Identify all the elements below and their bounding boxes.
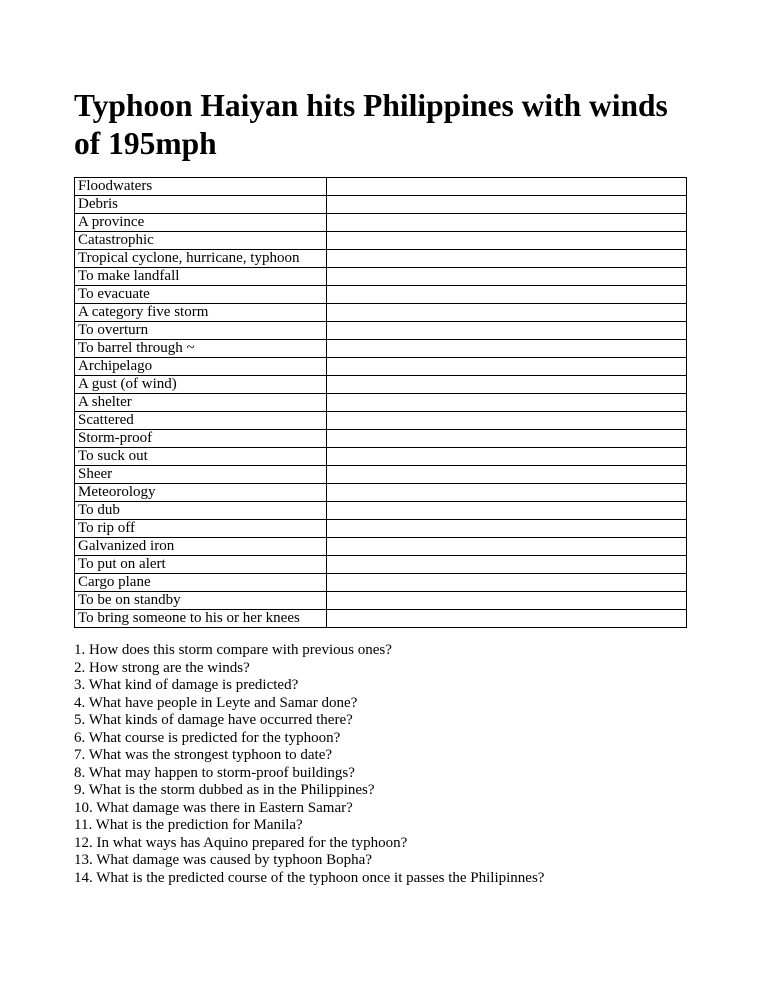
vocabulary-answer-cell[interactable] <box>327 574 687 592</box>
vocabulary-term: To evacuate <box>75 286 327 304</box>
vocabulary-answer-cell[interactable] <box>327 214 687 232</box>
vocabulary-term: To rip off <box>75 520 327 538</box>
vocabulary-term: Catastrophic <box>75 232 327 250</box>
vocabulary-answer-cell[interactable] <box>327 358 687 376</box>
table-row <box>75 322 687 340</box>
vocabulary-term: Scattered <box>75 412 327 430</box>
vocabulary-term: To bring someone to his or her knees <box>75 610 327 628</box>
question-item: 10. What damage was there in Eastern Samar? <box>74 799 353 816</box>
table-row <box>75 412 687 430</box>
vocabulary-answer-cell[interactable] <box>327 250 687 268</box>
vocabulary-term: Sheer <box>75 466 327 484</box>
table-row <box>75 214 687 232</box>
vocabulary-term: Storm-proof <box>75 430 327 448</box>
vocabulary-term: Floodwaters <box>75 178 327 196</box>
vocabulary-answer-cell[interactable] <box>327 304 687 322</box>
vocabulary-term: Galvanized iron <box>75 538 327 556</box>
vocabulary-term: Debris <box>75 196 327 214</box>
vocabulary-term: A category five storm <box>75 304 327 322</box>
vocabulary-answer-cell[interactable] <box>327 484 687 502</box>
question-item: 9. What is the storm dubbed as in the Philippines? <box>74 782 375 798</box>
table-row <box>75 520 687 538</box>
vocabulary-answer-cell[interactable] <box>327 286 687 304</box>
table-row <box>75 574 687 592</box>
vocabulary-term: Cargo plane <box>75 574 327 592</box>
question-item: 13. What damage was caused by typhoon Bopha? <box>74 852 372 868</box>
question-item: 2. How strong are the winds? <box>74 659 250 676</box>
vocabulary-answer-cell[interactable] <box>327 430 687 448</box>
vocabulary-answer-cell[interactable] <box>327 610 687 628</box>
table-row <box>75 484 687 502</box>
vocabulary-answer-cell[interactable] <box>327 178 687 196</box>
vocabulary-term: To make landfall <box>75 268 327 286</box>
table-row <box>75 394 687 412</box>
vocabulary-answer-cell[interactable] <box>327 412 687 430</box>
vocabulary-answer-cell[interactable] <box>327 268 687 286</box>
vocabulary-term: Archipelago <box>75 358 327 376</box>
question-item: 1. How does this storm compare with previous ones? <box>74 642 392 658</box>
question-list <box>74 642 714 887</box>
table-row <box>75 232 687 250</box>
table-row <box>75 196 687 214</box>
table-row <box>75 178 687 196</box>
vocabulary-answer-cell[interactable] <box>327 394 687 412</box>
table-row <box>75 340 687 358</box>
table-row <box>75 556 687 574</box>
question-item: 8. What may happen to storm-proof buildings? <box>74 764 355 781</box>
vocabulary-answer-cell[interactable] <box>327 448 687 466</box>
vocabulary-answer-cell[interactable] <box>327 520 687 538</box>
table-row <box>75 268 687 286</box>
table-row <box>75 376 687 394</box>
vocabulary-table <box>74 177 687 628</box>
vocabulary-answer-cell[interactable] <box>327 376 687 394</box>
vocabulary-term: To put on alert <box>75 556 327 574</box>
vocabulary-answer-cell[interactable] <box>327 502 687 520</box>
vocabulary-answer-cell[interactable] <box>327 340 687 358</box>
vocabulary-table-body <box>75 178 687 628</box>
vocabulary-term: To dub <box>75 502 327 520</box>
vocabulary-answer-cell[interactable] <box>327 466 687 484</box>
question-item: 6. What course is predicted for the typhoon? <box>74 729 341 746</box>
vocabulary-answer-cell[interactable] <box>327 538 687 556</box>
table-row <box>75 610 687 628</box>
page-title: Typhoon Haiyan hits Philippines with winds of 195mph <box>74 88 668 161</box>
table-row <box>75 592 687 610</box>
vocabulary-term: A province <box>75 214 327 232</box>
vocabulary-answer-cell[interactable] <box>327 196 687 214</box>
table-row <box>75 358 687 376</box>
table-row <box>75 304 687 322</box>
vocabulary-answer-cell[interactable] <box>327 592 687 610</box>
table-row <box>75 430 687 448</box>
vocabulary-term: Meteorology <box>75 484 327 502</box>
vocabulary-answer-cell[interactable] <box>327 556 687 574</box>
vocabulary-term: To barrel through ~ <box>75 340 327 358</box>
question-item: 11. What is the prediction for Manila? <box>74 817 303 833</box>
vocabulary-term: Tropical cyclone, hurricane, typhoon <box>75 250 327 268</box>
table-row <box>75 538 687 556</box>
question-item: 5. What kinds of damage have occurred there? <box>74 712 353 728</box>
question-item: 4. What have people in Leyte and Samar done? <box>74 694 358 711</box>
table-row <box>75 250 687 268</box>
vocabulary-answer-cell[interactable] <box>327 322 687 340</box>
question-item: 3. What kind of damage is predicted? <box>74 677 299 693</box>
table-row <box>75 502 687 520</box>
question-item: 7. What was the strongest typhoon to date? <box>74 747 333 763</box>
table-row <box>75 286 687 304</box>
vocabulary-term: A gust (of wind) <box>75 376 327 394</box>
vocabulary-answer-cell[interactable] <box>327 232 687 250</box>
question-item: 14. What is the predicted course of the typhoon once it passes the Philipinnes? <box>74 869 545 886</box>
table-row <box>75 448 687 466</box>
vocabulary-term: A shelter <box>75 394 327 412</box>
vocabulary-term: To be on standby <box>75 592 327 610</box>
question-item: 12. In what ways has Aquino prepared for the typhoon? <box>74 834 408 851</box>
vocabulary-term: To suck out <box>75 448 327 466</box>
table-row <box>75 466 687 484</box>
vocabulary-term: To overturn <box>75 322 327 340</box>
